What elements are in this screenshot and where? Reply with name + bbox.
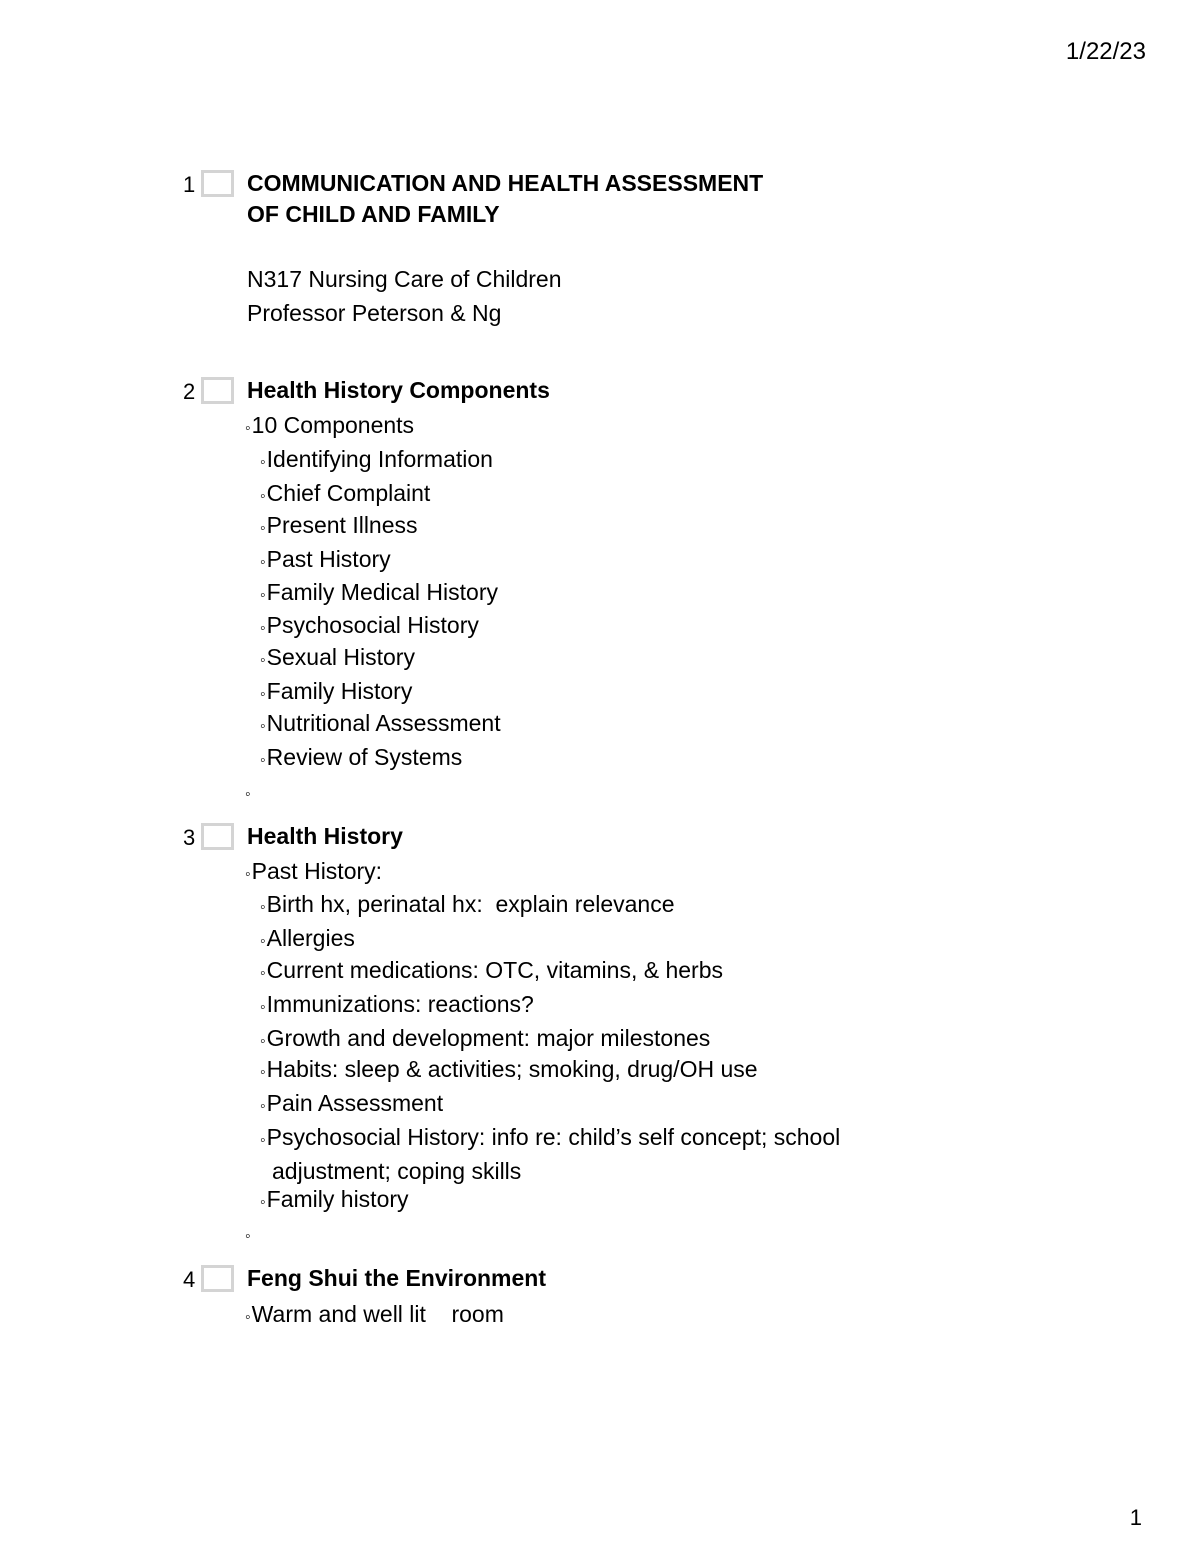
bullet-icon: ◦ [245,420,251,437]
bullet-icon: ◦ [260,718,266,735]
list-item: ◦Current medications: OTC, vitamins, & herbs [260,957,723,983]
list-item: ◦Past History [260,546,391,572]
list-item: ◦Review of Systems [260,744,463,770]
bullet-icon: ◦ [245,866,251,883]
page-date: 1/22/23 [1065,38,1146,65]
list-item [245,778,252,805]
list-item: ◦10 Components [245,412,415,438]
list-item: ◦Growth and development: major milestones [260,1025,711,1051]
bullet-icon: ◦ [260,1194,266,1211]
bullet-icon: ◦ [260,620,266,637]
list-item: ◦Past History: [245,858,383,884]
bullet-icon: ◦ [260,1033,266,1050]
slide-thumbnail-icon[interactable] [201,823,234,850]
list-item: ◦Birth hx, perinatal hx: explain relevance [260,891,675,917]
list-item: ◦Warm and well lit room [245,1301,504,1327]
slide-title: Feng Shui the Environment [247,1265,547,1291]
bullet-icon: ◦ [260,587,266,604]
bullet-icon: ◦ [245,1228,251,1245]
list-item [245,1220,252,1247]
bullet-icon: ◦ [260,1064,266,1081]
bullet-icon: ◦ [260,1098,266,1115]
list-item: ◦Chief Complaint [260,480,431,506]
list-item: ◦Psychosocial History: info re: child’s self concept; school adjustment; coping skills [260,1124,841,1184]
bullet-icon: ◦ [260,965,266,982]
list-item: ◦Sexual History [260,644,415,670]
bullet-icon: ◦ [245,1309,251,1326]
bullet-icon: ◦ [260,652,266,669]
list-item: ◦Habits: sleep & activities; smoking, drug/OH use [260,1056,758,1082]
slide-title: COMMUNICATION AND HEALTH ASSESSMENT OF CHILD AND FAMILY [247,170,764,227]
slide-number: 2 [183,379,196,404]
bullet-icon: ◦ [245,786,251,803]
list-item: ◦Family history [260,1186,409,1212]
page-number: 1 [1129,1505,1142,1530]
list-item: ◦Family Medical History [260,579,498,605]
course-name: N317 Nursing Care of Children [247,266,562,292]
slide-number: 3 [183,825,196,850]
list-item: ◦Family History [260,678,413,704]
slide-title: Health History [247,823,403,849]
list-item: ◦Immunizations: reactions? [260,991,534,1017]
bullet-icon: ◦ [260,899,266,916]
bullet-icon: ◦ [260,454,266,471]
bullet-icon: ◦ [260,686,266,703]
list-item: ◦Identifying Information [260,446,493,472]
list-item: ◦Nutritional Assessment [260,710,501,736]
list-item: ◦Psychosocial History [260,612,479,638]
slide-title: Health History Components [247,377,550,403]
list-item: ◦Present Illness [260,512,418,538]
bullet-icon: ◦ [260,1132,266,1149]
slide-number: 4 [183,1267,196,1292]
list-item: ◦Pain Assessment [260,1090,444,1116]
slide-thumbnail-icon[interactable] [201,377,234,404]
bullet-icon: ◦ [260,554,266,571]
list-item: ◦Allergies [260,925,355,951]
slide-number: 1 [183,172,196,197]
bullet-icon: ◦ [260,520,266,537]
bullet-icon: ◦ [260,999,266,1016]
bullet-icon: ◦ [260,752,266,769]
bullet-icon: ◦ [260,488,266,505]
instructors: Professor Peterson & Ng [247,300,502,326]
slide-thumbnail-icon[interactable] [201,1265,234,1292]
bullet-icon: ◦ [260,933,266,950]
slide-thumbnail-icon[interactable] [201,170,234,197]
